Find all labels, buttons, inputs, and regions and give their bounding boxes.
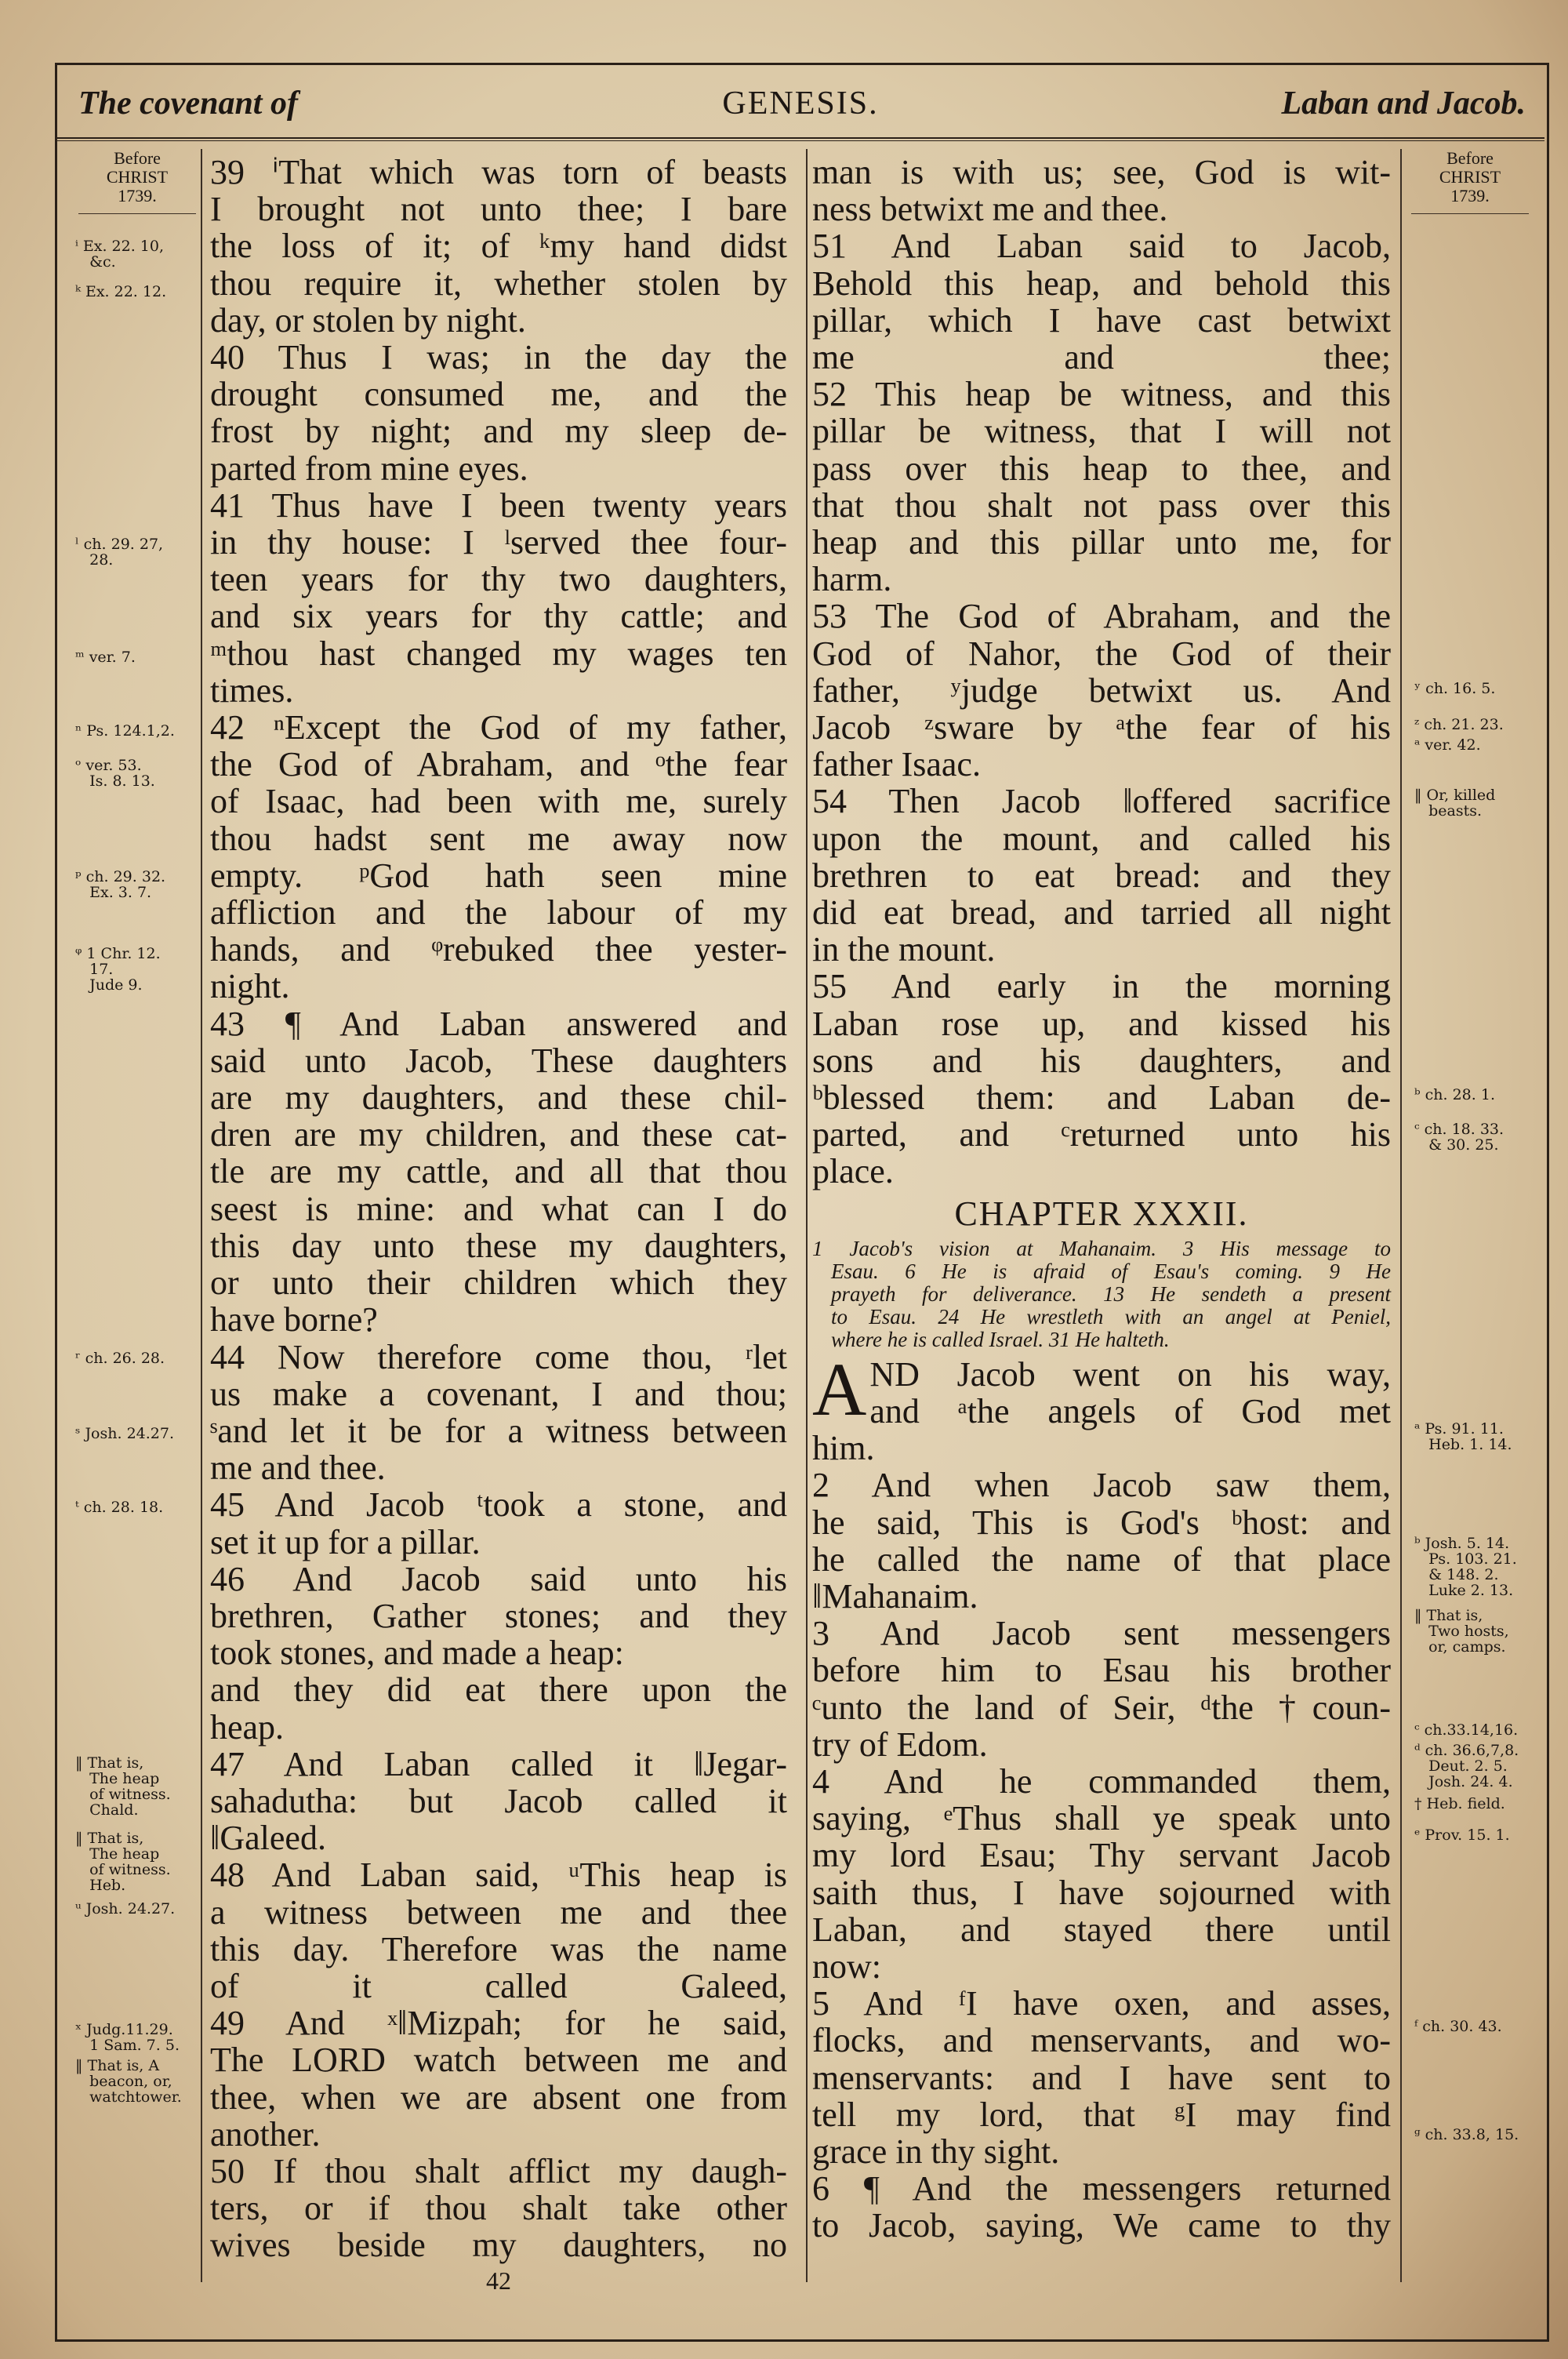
- header-rule: [55, 137, 1544, 139]
- text-line: 42 ⁿExcept the God of my father,: [210, 708, 787, 747]
- margin-reference-note: ᵃ ver. 42.: [1414, 736, 1481, 754]
- text-line: sons and his daughters, and: [812, 1041, 1391, 1080]
- text-line: day, or stolen by night.: [210, 300, 526, 340]
- text-line: in thy house: I ˡserved thee four-: [210, 523, 787, 562]
- margin-reference-note: ‖ That is, The heap of witness. Chald.: [75, 1754, 171, 1819]
- text-line: ‖Mahanaim.: [812, 1576, 978, 1616]
- text-line: upon the mount, and called his: [812, 819, 1391, 858]
- margin-reference-note: ᶜ ch. 18. 33. & 30. 25.: [1414, 1121, 1504, 1154]
- text-line: to Jacob, saying, We came to thy: [812, 2206, 1391, 2245]
- text-line: God of Nahor, the God of their: [812, 634, 1391, 673]
- header-left: The covenant of: [78, 85, 298, 122]
- text-line: he called the name of that place: [812, 1539, 1391, 1579]
- text-line: 40 Thus I was; in the day the: [210, 338, 787, 377]
- running-header: [75, 82, 1526, 129]
- text-line: drought consumed me, and the: [210, 375, 787, 414]
- text-line: heap and this pillar unto me, for: [812, 523, 1391, 562]
- text-line: 50 If thou shalt afflict my daugh-: [210, 2151, 787, 2190]
- summary-line: prayeth for deliverance. 13 He sendeth a present: [831, 1281, 1391, 1306]
- text-line: are my daughters, and these chil-: [210, 1078, 787, 1118]
- chapter-summary: [812, 1238, 1391, 1351]
- text-line: 44 Now therefore come thou, ʳlet: [210, 1337, 787, 1376]
- text-line: menservants: and I have sent to: [812, 2058, 1391, 2097]
- text-line: ᶜunto the land of Seir, ᵈthe †coun-: [812, 1688, 1391, 1727]
- margin-reference-note: ‖ Or, killed beasts.: [1414, 787, 1496, 820]
- text-line: 51 And Laban said to Jacob,: [812, 227, 1391, 266]
- text-line: this day. Therefore was the name: [210, 1929, 787, 1968]
- text-line: saying, ᵉThus shall ye speak unto: [812, 1799, 1391, 1838]
- text-line: Jacob ᶻsware by ᵃthe fear of his: [812, 708, 1391, 747]
- margin-reference-note: ᵒ ver. 53. Is. 8. 13.: [75, 757, 155, 790]
- text-line: 4 And he commanded them,: [812, 1761, 1391, 1801]
- text-line: 43 ¶ And Laban answered and: [210, 1004, 787, 1043]
- chapter-verses: [812, 1430, 1391, 2244]
- text-line: pillar be witness, that I will not: [812, 412, 1391, 451]
- text-line: and they did eat there upon the: [210, 1670, 787, 1710]
- text-line: ters, or if thou shalt take other: [210, 2189, 787, 2228]
- header-right: Laban and Jacob.: [1281, 85, 1526, 122]
- left-text-column: [210, 154, 787, 2264]
- text-line: 3 And Jacob sent messengers: [812, 1614, 1391, 1653]
- margin-reference-note: ⁿ Ps. 124.1,2.: [75, 722, 175, 740]
- text-line: and ᵃthe angels of God met: [869, 1391, 1391, 1430]
- right-margin: [1411, 149, 1529, 214]
- text-line: hands, and ᵠrebuked thee yester-: [210, 930, 787, 969]
- text-line: before him to Esau his brother: [812, 1651, 1391, 1690]
- page-number: 42: [486, 2266, 511, 2295]
- text-line: thou hadst sent me away now: [210, 819, 787, 858]
- summary-line: to Esau. 24 He wrestleth with an angel at Peniel,: [831, 1304, 1391, 1329]
- margin-reference-note: ᵈ ch. 36.6,7,8. Deut. 2. 5. Josh. 24. 4.: [1414, 1742, 1519, 1790]
- text-line: brethren to eat bread: and they: [812, 856, 1391, 895]
- text-line: flocks, and menservants, and wo-: [812, 2021, 1391, 2060]
- text-line: 52 This heap be witness, and this: [812, 375, 1391, 414]
- text-line: 5 And ᶠI have oxen, and asses,: [812, 1984, 1391, 2023]
- text-line: try of Edom.: [812, 1725, 988, 1764]
- chapter-opening: [812, 1347, 1391, 1431]
- text-line: tle are my cattle, and all that thou: [210, 1152, 787, 1191]
- text-line: frost by night; and my sleep de-: [210, 412, 787, 451]
- margin-reference-note: ᵠ 1 Chr. 12. 17. Jude 9.: [75, 945, 161, 994]
- text-line: me and thee.: [210, 1448, 386, 1488]
- margin-reference-note: ‖ That is, The heap of witness. Heb.: [75, 1830, 171, 1894]
- right-before-christ: Before CHRIST 1739.: [1411, 149, 1529, 214]
- text-line: said unto Jacob, These daughters: [210, 1041, 787, 1080]
- text-line: now:: [812, 1946, 881, 1986]
- summary-line: Esau. 6 He is afraid of Esau's coming. 9 He: [831, 1259, 1391, 1283]
- text-line: he said, This is God's ᵇhost: and: [812, 1503, 1391, 1542]
- margin-reference-note: ˢ Josh. 24.27.: [75, 1425, 174, 1442]
- text-line: the God of Abraham, and ᵒthe fear: [210, 745, 787, 784]
- text-line: my lord Esau; Thy servant Jacob: [812, 1836, 1391, 1875]
- text-line: ‖Galeed.: [210, 1819, 326, 1858]
- text-line: man is with us; see, God is wit-: [812, 153, 1391, 191]
- margin-reference-note: ᵇ ch. 28. 1.: [1414, 1086, 1495, 1103]
- left-margin-rule: [201, 149, 202, 2282]
- text-line: ᵇblessed them: and Laban de-: [812, 1078, 1391, 1118]
- text-line: 46 And Jacob said unto his: [210, 1559, 787, 1598]
- text-line: teen years for thy two daughters,: [210, 560, 787, 599]
- text-line: 6 ¶ And the messengers returned: [812, 2169, 1391, 2208]
- margin-reference-note: ‖ That is, Two hosts, or, camps.: [1414, 1607, 1509, 1656]
- text-line: Laban, and stayed there until: [812, 1910, 1391, 1949]
- text-line: a witness between me and thee: [210, 1892, 787, 1932]
- text-line: father, ʸjudge betwixt us. And: [812, 671, 1391, 710]
- text-line: I brought not unto thee; I bare: [210, 190, 787, 229]
- text-line: empty. ᵖGod hath seen mine: [210, 856, 787, 895]
- text-line: and six years for thy cattle; and: [210, 597, 787, 636]
- text-line: of Isaac, had been with me, surely: [210, 782, 787, 821]
- text-line: seest is mine: and what can I do: [210, 1189, 787, 1228]
- text-line: another.: [210, 2114, 321, 2154]
- text-line: times.: [210, 671, 294, 710]
- text-line: 48 And Laban said, ᵘThis heap is: [210, 1856, 787, 1895]
- text-line: him.: [812, 1429, 875, 1468]
- text-line: took stones, and made a heap:: [210, 1634, 624, 1673]
- text-line: pillar, which I have cast betwixt: [812, 300, 1391, 340]
- right-text-column: [812, 154, 1391, 2245]
- text-line: dren are my children, and these cat-: [210, 1115, 787, 1154]
- text-line: ND Jacob went on his way,: [869, 1354, 1391, 1394]
- margin-reference-note: ᵐ ver. 7.: [75, 649, 136, 666]
- text-line: grace in thy sight.: [812, 2132, 1060, 2171]
- text-line: me and thee;: [812, 338, 1391, 377]
- text-line: The LORD watch between me and: [210, 2041, 787, 2080]
- left-margin: [78, 149, 196, 214]
- margin-reference-note: ᵇ Josh. 5. 14. Ps. 103. 21. & 148. 2. Luke 2. 13.: [1414, 1535, 1517, 1599]
- left-before-christ: Before CHRIST 1739.: [78, 149, 196, 214]
- header-rule-thin: [55, 140, 1544, 141]
- summary-line: where he is called Israel. 31 He halteth.: [831, 1327, 1170, 1351]
- text-line: 53 The God of Abraham, and the: [812, 597, 1391, 636]
- text-line: 2 And when Jacob saw them,: [812, 1466, 1391, 1505]
- margin-reference-note: † Heb. field.: [1414, 1795, 1505, 1812]
- text-line: 39 ⁱThat which was torn of beasts: [210, 153, 787, 191]
- text-line: place.: [812, 1152, 894, 1191]
- margin-reference-note: ᵘ Josh. 24.27.: [75, 1900, 176, 1917]
- text-line: thou require it, whether stolen by: [210, 264, 787, 303]
- text-line: Laban rose up, and kissed his: [812, 1004, 1391, 1043]
- text-line: pass over this heap to thee, and: [812, 449, 1391, 488]
- text-line: 49 And ˣ‖Mizpah; for he said,: [210, 2004, 787, 2043]
- chapter-title: CHAPTER XXXII.: [954, 1194, 1249, 1233]
- text-line: us make a covenant, I and thou;: [210, 1374, 787, 1413]
- margin-reference-note: ᶜ ch.33.14,16.: [1414, 1721, 1519, 1739]
- text-line: 47 And Laban called it ‖Jegar-: [210, 1744, 787, 1783]
- drop-cap: A: [812, 1347, 867, 1431]
- text-line: 45 And Jacob ᵗtook a stone, and: [210, 1485, 787, 1525]
- text-line: harm.: [812, 560, 892, 599]
- text-line: or unto their children which they: [210, 1263, 787, 1303]
- margin-reference-note: ᵃ Ps. 91. 11. Heb. 1. 14.: [1414, 1420, 1512, 1453]
- text-line: parted, and ᶜreturned unto his: [812, 1115, 1391, 1154]
- margin-reference-note: ᶻ ch. 21. 23.: [1414, 716, 1504, 733]
- text-line: of it called Galeed,: [210, 1966, 787, 2005]
- margin-reference-note: ᵍ ch. 33.8, 15.: [1414, 2126, 1519, 2143]
- right-margin-rule: [1400, 149, 1402, 2282]
- margin-reference-note: ᵏ Ex. 22. 12.: [75, 283, 167, 300]
- text-line: parted from mine eyes.: [210, 449, 528, 488]
- text-line: affliction and the labour of my: [210, 893, 787, 932]
- text-line: father Isaac.: [812, 745, 981, 784]
- text-line: ness betwixt me and thee.: [812, 190, 1168, 229]
- text-line: sahadutha: but Jacob called it: [210, 1781, 787, 1820]
- margin-reference-note: ‖ That is, A beacon, or, watchtower.: [75, 2057, 182, 2106]
- text-line: did eat bread, and tarried all night: [812, 893, 1391, 932]
- text-line: in the mount.: [812, 930, 996, 969]
- margin-reference-note: ʳ ch. 26. 28.: [75, 1350, 165, 1367]
- text-line: ᵐthou hast changed my wages ten: [210, 634, 787, 673]
- text-line: 54 Then Jacob ‖offered sacrifice: [812, 782, 1391, 821]
- text-line: wives beside my daughters, no: [210, 2226, 787, 2265]
- right-column-verses: [812, 154, 1391, 1190]
- text-line: thee, when we are absent one from: [210, 2077, 787, 2117]
- text-line: have borne?: [210, 1300, 378, 1339]
- margin-reference-note: ᶠ ch. 30. 43.: [1414, 2018, 1502, 2035]
- text-line: set it up for a pillar.: [210, 1522, 481, 1561]
- text-line: that thou shalt not pass over this: [812, 485, 1391, 525]
- text-line: the loss of it; of ᵏmy hand didst: [210, 227, 787, 266]
- center-column-rule: [806, 149, 808, 2282]
- margin-reference-note: ᵖ ch. 29. 32. Ex. 3. 7.: [75, 868, 166, 901]
- text-line: 55 And early in the morning: [812, 967, 1391, 1006]
- text-line: ˢand let it be for a witness between: [210, 1411, 787, 1450]
- margin-reference-note: ᵗ ch. 28. 18.: [75, 1499, 164, 1516]
- text-line: Behold this heap, and behold this: [812, 264, 1391, 303]
- text-line: night.: [210, 967, 290, 1006]
- margin-reference-note: ᵉ Prov. 15. 1.: [1414, 1826, 1510, 1844]
- margin-reference-note: ʸ ch. 16. 5.: [1414, 680, 1496, 697]
- text-line: 41 Thus have I been twenty years: [210, 485, 787, 525]
- header-book-title: GENESIS.: [722, 85, 879, 122]
- margin-reference-note: ⁱ Ex. 22. 10, &c.: [75, 238, 164, 271]
- text-line: heap.: [210, 1707, 285, 1747]
- text-line: this day unto these my daughters,: [210, 1226, 787, 1265]
- margin-reference-note: ˡ ch. 29. 27, 28.: [75, 536, 164, 569]
- text-line: brethren, Gather stones; and they: [210, 1596, 787, 1635]
- text-line: saith thus, I have sojourned with: [812, 1873, 1391, 1912]
- text-line: tell my lord, that ᵍI may find: [812, 2095, 1391, 2134]
- margin-reference-note: ˣ Judg.11.29. 1 Sam. 7. 5.: [75, 2021, 180, 2054]
- summary-line: 1 Jacob's vision at Mahanaim. 3 His message to: [812, 1236, 1391, 1260]
